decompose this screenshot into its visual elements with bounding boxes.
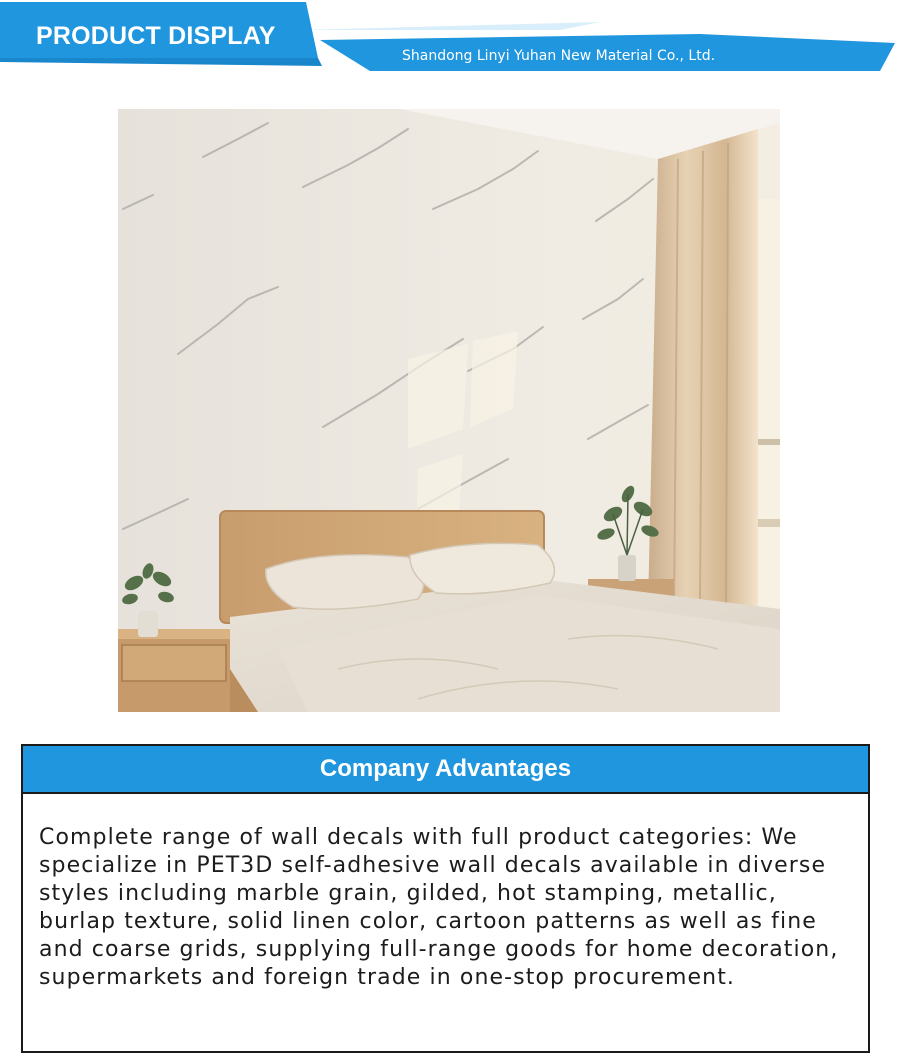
page-title: PRODUCT DISPLAY: [36, 22, 276, 50]
advantages-description: Complete range of wall decals with full product categories: We specialize in PET3D self-adhesive wall decals available in diverse styles including marble grain, gilded, hot stamping, metallic, burlap texture, solid linen color, cartoon patterns as well as fine and coarse grids, supplying full-range goods for home decoration, supermarkets and foreign trade in one-stop procurement.: [39, 825, 839, 990]
company-name: Shandong Linyi Yuhan New Material Co., Ltd.: [402, 48, 716, 64]
bedroom-illustration: [118, 109, 780, 712]
advantages-header: [23, 746, 868, 794]
header-banner: [0, 0, 897, 80]
advantages-title: Company Advantages: [319, 755, 572, 782]
product-photo: [118, 109, 780, 712]
company-advantages-panel: [21, 744, 870, 1053]
